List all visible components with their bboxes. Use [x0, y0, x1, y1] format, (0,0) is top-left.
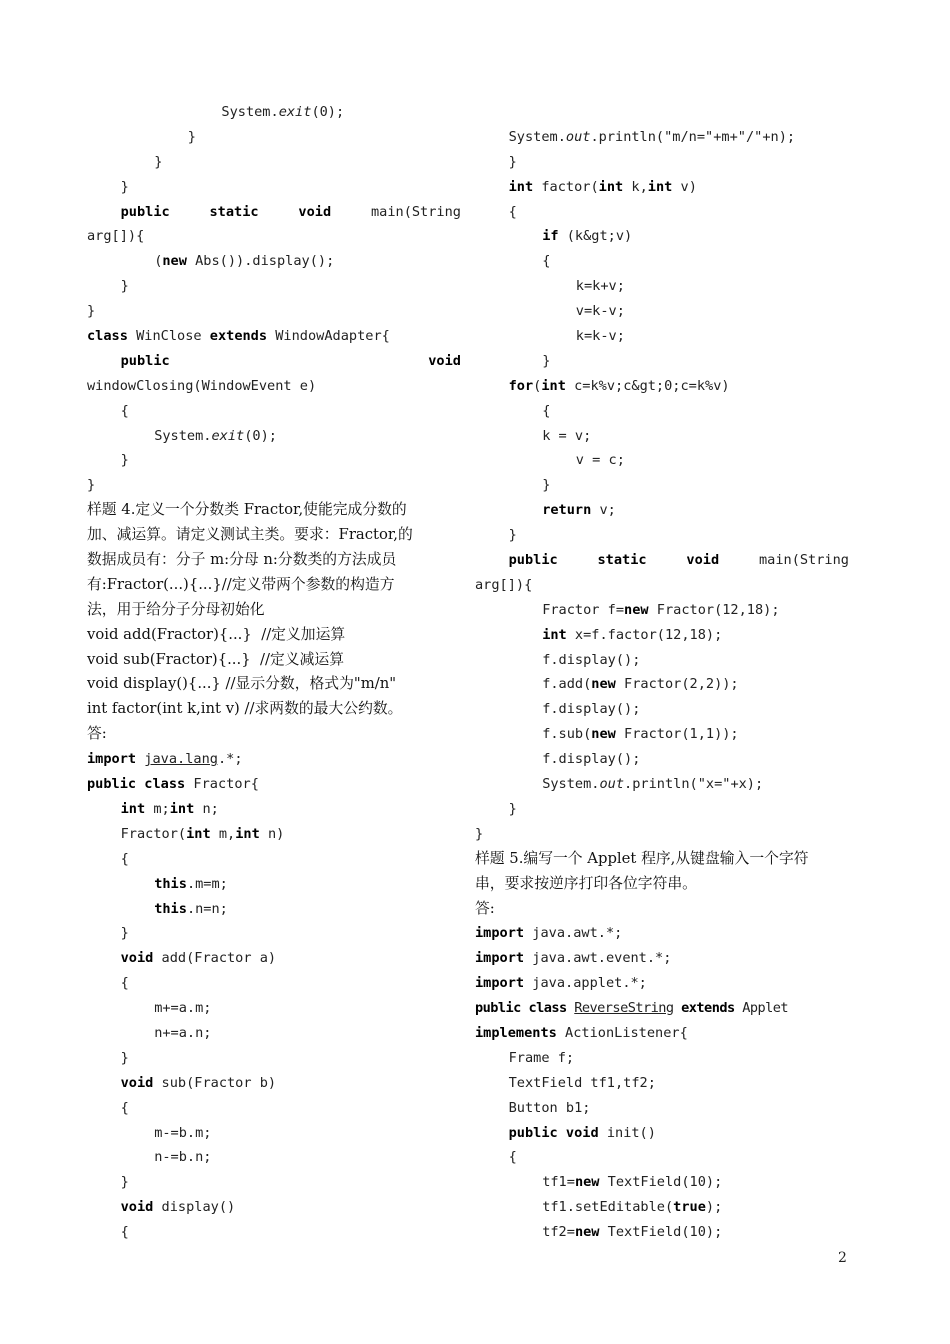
code-line — [475, 1046, 849, 1071]
text-token: main(String — [370, 203, 461, 220]
text-token: { — [120, 1099, 129, 1116]
code-line — [87, 1195, 461, 1220]
text-token: ActionListener{ — [556, 1024, 688, 1041]
code-line — [87, 349, 461, 374]
text-token: TextField(10); — [599, 1224, 723, 1241]
code-line — [87, 175, 461, 200]
keyword-token: if — [542, 228, 559, 245]
keyword-token: void — [120, 1074, 154, 1091]
code-line — [475, 996, 849, 1021]
code-line — [87, 274, 461, 299]
text-line — [475, 897, 849, 922]
text-token: 有:Fractor(...){...}//定义带两个参数的构造方 — [87, 575, 395, 593]
text-token: { — [508, 203, 517, 220]
text-token: 加、减运算。请定义测试主类。要求：Fractor,的 — [87, 526, 413, 544]
code-line — [87, 299, 461, 324]
text-token: java.lang — [144, 751, 218, 768]
text-token: void display(){...} //显示分数，格式为"m/n" — [87, 675, 397, 693]
text-token: m; — [145, 800, 170, 817]
keyword-token: int — [120, 800, 146, 817]
keyword-token: static — [597, 552, 647, 569]
text-token: } — [542, 352, 551, 369]
text-token — [674, 1000, 682, 1016]
keyword-token: int — [541, 377, 566, 394]
keyword-token: new — [574, 1224, 600, 1241]
code-line — [475, 150, 849, 175]
keyword-token: public — [508, 552, 558, 569]
text-token: 样题 4.定义一个分数类 Fractor,使能完成分数的 — [87, 501, 407, 519]
text-token: factor( — [533, 178, 599, 195]
keyword-token: int — [186, 825, 211, 842]
keyword-token: public — [120, 352, 170, 369]
text-token: WindowAdapter{ — [267, 328, 390, 345]
text-token: } — [87, 303, 96, 320]
code-line — [87, 772, 461, 797]
text-token: Fractor{ — [185, 776, 259, 793]
text-token: f.add( — [542, 676, 592, 693]
text-token: v) — [672, 178, 697, 195]
code-line — [87, 473, 461, 498]
text-token: { — [120, 850, 129, 867]
code-line — [475, 424, 849, 449]
code-line — [475, 648, 849, 673]
keyword-token: class — [528, 1000, 567, 1017]
code-line — [87, 1046, 461, 1071]
text-token: n) — [259, 825, 285, 842]
code-line — [475, 1121, 849, 1146]
code-line — [87, 249, 461, 274]
keyword-token: int — [598, 178, 624, 195]
text-line — [87, 573, 461, 598]
code-line — [475, 448, 849, 473]
page-number: 2 — [838, 1250, 847, 1266]
code-line — [475, 921, 849, 946]
code-line — [475, 200, 849, 225]
text-token: 数据成员有：分子 m:分母 n:分数类的方法成员 — [87, 551, 397, 569]
text-token: Fractor( — [120, 825, 187, 842]
text-token: Fractor(1,1)); — [615, 726, 739, 743]
text-token: k=k-v; — [575, 328, 625, 345]
keyword-token: class — [87, 328, 128, 345]
text-token: } — [120, 452, 129, 469]
code-line — [475, 100, 849, 125]
code-line — [87, 971, 461, 996]
text-token: sub(Fractor b) — [153, 1074, 277, 1091]
text-token: out — [565, 128, 591, 145]
text-token: } — [508, 153, 517, 170]
keyword-token: import — [475, 975, 525, 992]
text-token: ReverseString — [574, 1000, 674, 1017]
keyword-token: int — [169, 800, 195, 817]
code-line — [475, 1096, 849, 1121]
text-token: m+=a.m; — [154, 1000, 212, 1017]
code-line — [475, 822, 849, 847]
text-token: } — [154, 153, 163, 170]
text-token: } — [87, 477, 96, 494]
code-line — [475, 473, 849, 498]
keyword-token: new — [574, 1174, 600, 1191]
keyword-token: public — [120, 203, 170, 220]
text-token: exit — [278, 104, 312, 120]
text-token: tf2= — [542, 1224, 575, 1241]
code-line — [475, 946, 849, 971]
code-line — [475, 623, 849, 648]
code-line — [87, 747, 461, 772]
code-line — [475, 349, 849, 374]
code-line — [87, 424, 461, 449]
code-line — [475, 175, 849, 200]
code-line — [475, 722, 849, 747]
text-token: void sub(Fractor){...} //定义减运算 — [87, 650, 344, 668]
code-line — [475, 1021, 849, 1046]
code-line — [87, 125, 461, 150]
code-line — [475, 1170, 849, 1195]
text-token: arg[]){ — [475, 576, 533, 593]
text-line — [87, 523, 461, 548]
text-token: k, — [623, 178, 648, 195]
code-line — [87, 1071, 461, 1096]
text-line — [87, 697, 461, 722]
code-line — [87, 448, 461, 473]
keyword-token: implements — [475, 1024, 557, 1041]
text-token: exit — [211, 427, 245, 444]
text-token: f.display(); — [542, 701, 641, 718]
keyword-token: import — [475, 925, 525, 942]
code-line — [87, 996, 461, 1021]
code-line — [87, 847, 461, 872]
keyword-token: class — [144, 776, 186, 793]
text-token: Frame f; — [508, 1049, 575, 1066]
text-token: .println("x="+x); — [624, 776, 764, 793]
keyword-token: void — [565, 1124, 599, 1141]
code-line — [475, 1145, 849, 1170]
text-token: Fractor(12,18); — [648, 601, 780, 618]
text-token: { — [120, 402, 129, 419]
code-line — [87, 897, 461, 922]
code-line — [475, 249, 849, 274]
text-token: (0); — [244, 427, 277, 444]
text-token: arg[]){ — [87, 228, 145, 245]
text-token: k=k+v; — [575, 278, 625, 295]
code-line — [87, 1220, 461, 1245]
text-token: 答: — [475, 899, 495, 917]
text-token — [558, 1125, 566, 1141]
code-line — [475, 299, 849, 324]
text-token: m, — [210, 825, 236, 842]
text-token: 答: — [87, 725, 107, 743]
code-line — [475, 1071, 849, 1096]
code-line — [475, 1195, 849, 1220]
text-token: Button b1; — [508, 1099, 591, 1116]
keyword-token: int — [542, 626, 567, 643]
code-line — [475, 697, 849, 722]
code-line — [87, 200, 461, 225]
text-token: n+=a.n; — [154, 1024, 212, 1041]
text-token: java.applet.*; — [524, 975, 647, 992]
keyword-token: void — [120, 950, 154, 967]
code-line — [475, 224, 849, 249]
code-line — [475, 274, 849, 299]
text-token: java.awt.event.*; — [524, 950, 672, 967]
keyword-token: void — [686, 552, 720, 569]
text-token: } — [187, 128, 196, 145]
text-token: } — [475, 825, 484, 842]
text-token: add(Fractor a) — [153, 950, 277, 967]
text-token: 串，要求按逆序打印各位字符串。 — [475, 874, 697, 892]
text-line — [87, 672, 461, 697]
text-token: v; — [591, 502, 616, 519]
code-line — [475, 598, 849, 623]
code-line — [87, 797, 461, 822]
keyword-token: void — [298, 203, 332, 220]
text-token: v=k-v; — [575, 303, 625, 320]
keyword-token: public — [475, 1000, 521, 1017]
code-line — [475, 747, 849, 772]
code-line — [475, 498, 849, 523]
keyword-token: this — [154, 875, 187, 892]
code-line — [87, 872, 461, 897]
text-token: n; — [194, 800, 219, 817]
code-line — [87, 921, 461, 946]
keyword-token: for — [508, 377, 534, 394]
text-line — [87, 498, 461, 523]
text-token: } — [120, 1174, 129, 1191]
text-token: out — [599, 776, 625, 793]
text-token: (k&gt;v) — [558, 228, 633, 245]
code-line — [87, 946, 461, 971]
text-token: 样题 5.编写一个 Applet 程序,从键盘输入一个字符 — [475, 849, 809, 867]
text-token: void add(Fractor){...} //定义加运算 — [87, 625, 346, 643]
code-line — [87, 1170, 461, 1195]
code-line — [475, 573, 849, 598]
text-token: v = c; — [575, 452, 625, 469]
text-token: System. — [221, 104, 279, 120]
text-line — [87, 623, 461, 648]
code-line — [87, 374, 461, 399]
text-token: { — [120, 1224, 129, 1241]
text-token: c=k%v;c&gt;0;c=k%v) — [565, 377, 730, 394]
text-token: { — [120, 975, 129, 992]
text-token: } — [542, 477, 551, 494]
text-token: WinClose — [127, 328, 210, 345]
text-token: } — [120, 925, 129, 942]
code-line — [475, 672, 849, 697]
code-line — [87, 1021, 461, 1046]
code-line — [475, 125, 849, 150]
text-line — [475, 847, 849, 872]
text-token: } — [120, 1049, 129, 1066]
code-line — [475, 772, 849, 797]
text-token: windowClosing(WindowEvent e) — [87, 377, 317, 394]
code-line — [87, 150, 461, 175]
code-line — [87, 399, 461, 424]
keyword-token: void — [120, 1199, 154, 1216]
text-token: .n=n; — [186, 900, 228, 917]
text-token: System. — [542, 776, 600, 793]
text-token: { — [508, 1149, 517, 1166]
text-token: f.sub( — [542, 726, 592, 743]
text-token: java.awt.*; — [524, 925, 623, 942]
code-line — [475, 399, 849, 424]
code-line — [475, 971, 849, 996]
keyword-token: extends — [681, 1000, 735, 1017]
text-token: f.display(); — [542, 751, 641, 768]
code-line — [87, 224, 461, 249]
text-token: .println("m/n="+m+"/"+n); — [590, 128, 796, 145]
text-token: ( — [154, 253, 163, 270]
text-token: Abs()).display(); — [186, 253, 335, 270]
keyword-token: public — [508, 1124, 558, 1141]
code-line — [87, 822, 461, 847]
code-line — [87, 100, 461, 125]
keyword-token: int — [647, 178, 673, 195]
keyword-token: new — [624, 601, 649, 618]
keyword-token: static — [209, 203, 259, 220]
keyword-token: public — [87, 776, 137, 793]
text-token: } — [120, 278, 129, 295]
code-line — [475, 548, 849, 573]
keyword-token: true — [673, 1199, 706, 1216]
text-token: k = v; — [542, 427, 592, 444]
keyword-token: int — [235, 825, 260, 842]
keyword-token: int — [508, 178, 534, 195]
text-token: (0); — [311, 104, 345, 120]
text-token: .m=m; — [186, 875, 228, 892]
keyword-token: import — [475, 950, 525, 967]
keyword-token: return — [542, 502, 592, 519]
code-line — [475, 324, 849, 349]
text-token: System. — [154, 427, 212, 444]
text-token: { — [542, 253, 551, 270]
text-token: Applet — [734, 1000, 789, 1017]
text-line — [87, 598, 461, 623]
keyword-token: new — [591, 726, 616, 743]
code-line — [87, 1121, 461, 1146]
text-line — [87, 548, 461, 573]
keyword-token: new — [162, 253, 187, 270]
text-token: ); — [705, 1199, 723, 1216]
text-line — [475, 872, 849, 897]
text-token: int factor(int k,int v) //求两数的最大公约数。 — [87, 700, 403, 718]
text-token: } — [508, 527, 517, 544]
text-token: Fractor(2,2)); — [615, 676, 739, 693]
text-token: Fractor f= — [542, 601, 625, 618]
text-token: x=f.factor(12,18); — [566, 626, 723, 643]
text-token: TextField(10); — [599, 1174, 723, 1191]
text-token: display() — [153, 1199, 236, 1216]
text-token: f.display(); — [542, 651, 641, 668]
text-token: 法，用于给分子分母初始化 — [87, 600, 265, 618]
text-token: TextField tf1,tf2; — [508, 1074, 656, 1091]
text-token: } — [508, 800, 517, 817]
code-line — [87, 1096, 461, 1121]
text-token: tf1.setEditable( — [542, 1199, 674, 1216]
keyword-token: void — [428, 352, 461, 369]
text-token: ( — [533, 377, 542, 394]
code-line — [475, 797, 849, 822]
left-text-column — [87, 100, 461, 1245]
keyword-token: extends — [209, 328, 268, 345]
code-line — [87, 324, 461, 349]
keyword-token: import — [87, 751, 137, 768]
text-token: tf1= — [542, 1174, 575, 1191]
text-token: { — [542, 402, 551, 419]
right-text-column — [475, 100, 849, 1245]
text-token: } — [120, 178, 129, 195]
text-token: main(String — [758, 552, 849, 569]
keyword-token: new — [591, 676, 616, 693]
text-token: .*; — [217, 751, 243, 768]
text-line — [87, 648, 461, 673]
text-token: n-=b.n; — [154, 1149, 212, 1166]
code-line — [475, 374, 849, 399]
text-token: init() — [598, 1124, 656, 1141]
code-line — [87, 1145, 461, 1170]
code-line — [475, 1220, 849, 1245]
text-token: System. — [508, 128, 566, 145]
code-line — [475, 523, 849, 548]
text-token: m-=b.m; — [154, 1124, 212, 1141]
text-line — [87, 722, 461, 747]
keyword-token: this — [154, 900, 187, 917]
